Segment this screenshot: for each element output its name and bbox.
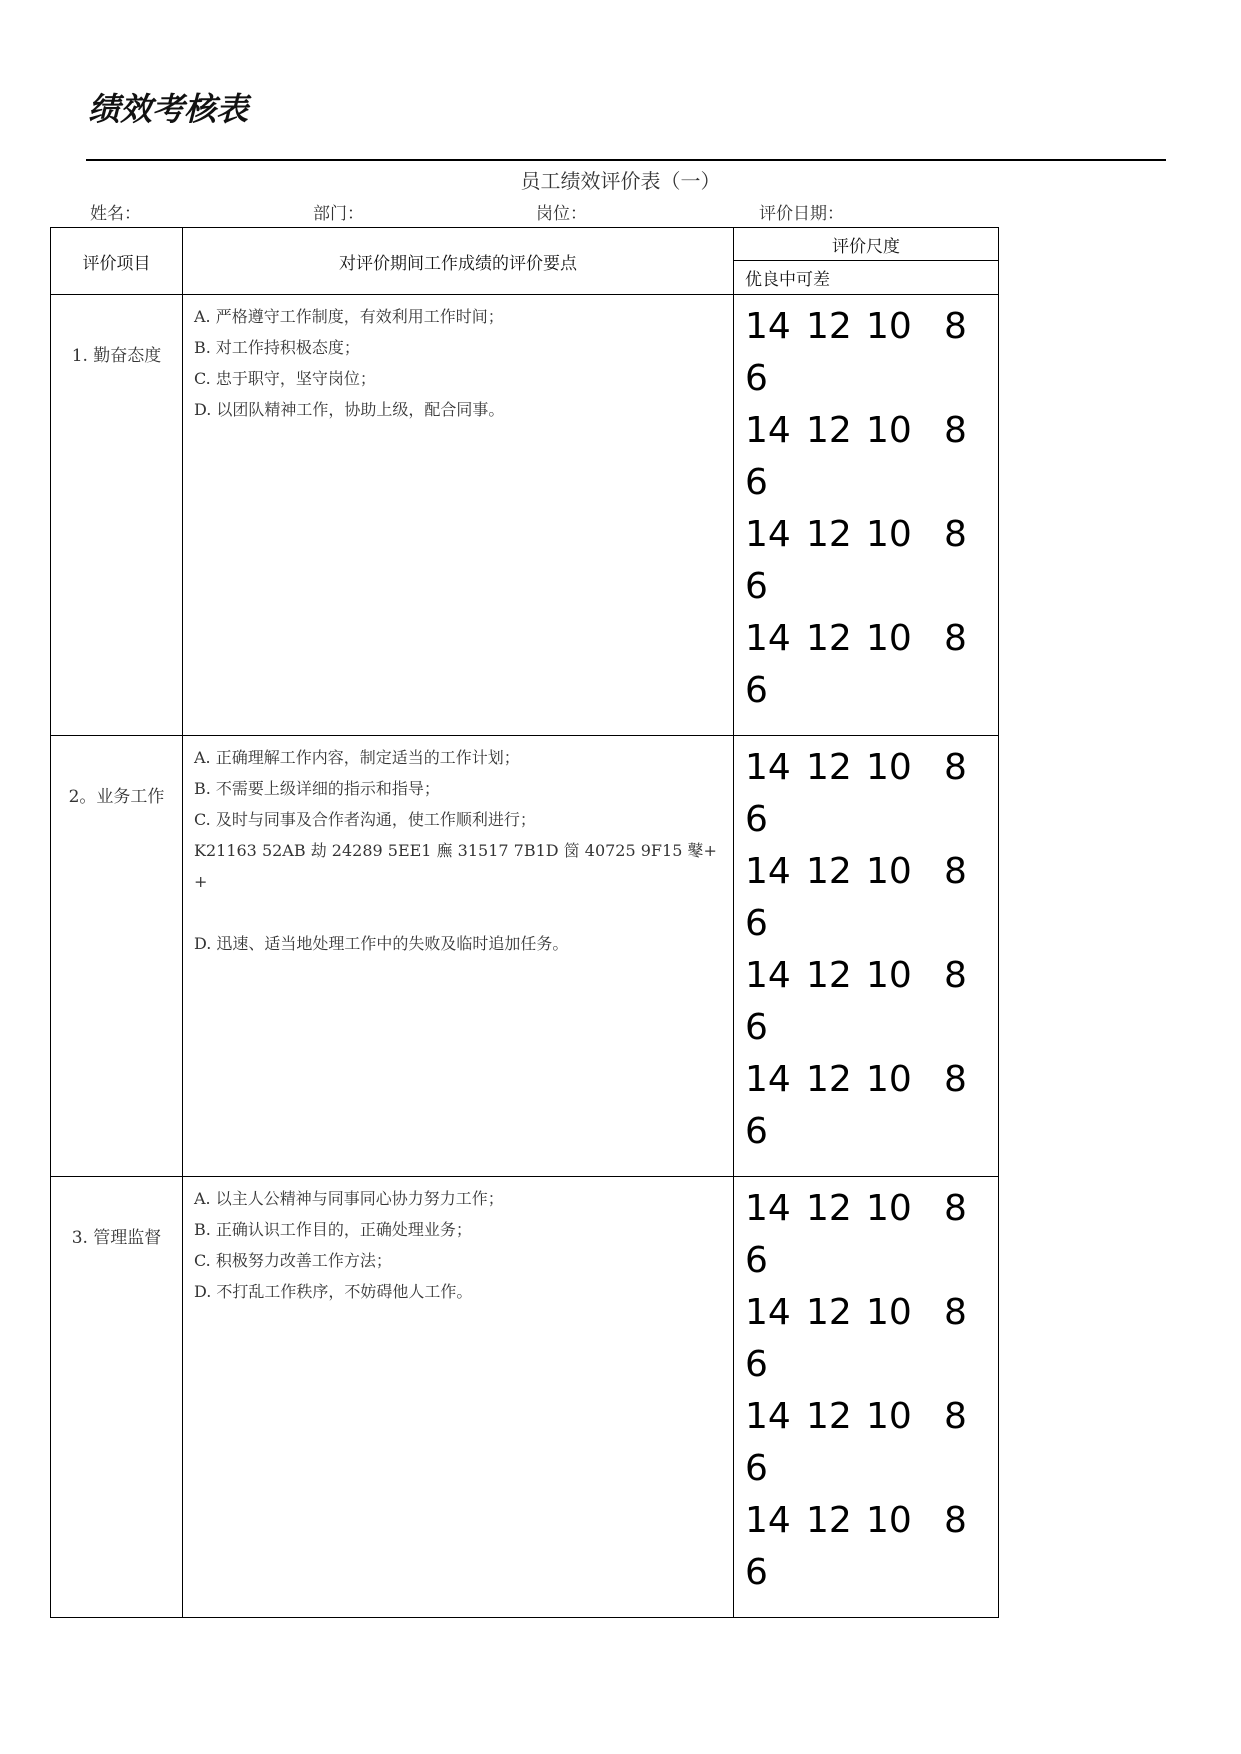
rating-scale-values xyxy=(745,301,998,353)
rating-value: 12 xyxy=(806,410,852,451)
rating-value: 8 xyxy=(944,514,967,555)
rating-value: 10 xyxy=(866,1396,912,1437)
rating-value: 12 xyxy=(806,514,852,555)
rating-value: 12 xyxy=(806,1292,852,1333)
rating-value: 10 xyxy=(866,1188,912,1229)
rating-value: 12 xyxy=(806,1188,852,1229)
rating-value: 12 xyxy=(806,1500,852,1541)
evaluation-point: K21163 52AB 劫 24289 5EE1 廡 31517 7B1D 笝 40725 9F15 鼕+ xyxy=(194,841,717,860)
rating-value: 12 xyxy=(806,747,852,788)
rating-value: 10 xyxy=(866,306,912,347)
rating-scale-values xyxy=(745,561,998,613)
document-title: 绩效考核表 xyxy=(88,90,249,128)
rating-value: 14 xyxy=(745,1500,791,1541)
rating-scale-values xyxy=(745,1235,998,1287)
table-row xyxy=(51,295,999,736)
row-item: 1. 勤奋态度 xyxy=(51,295,183,736)
rating-value: 6 xyxy=(745,1111,768,1152)
rating-value: 6 xyxy=(745,1552,768,1593)
rating-value: 10 xyxy=(866,618,912,659)
rating-scale-values xyxy=(745,353,998,405)
row-scales xyxy=(734,1177,999,1618)
rating-scale-values xyxy=(745,1391,998,1443)
evaluation-point: C. 积极努力改善工作方法； xyxy=(194,1251,392,1270)
rating-value: 8 xyxy=(944,618,967,659)
evaluation-point: B. 对工作持积极态度； xyxy=(194,338,360,357)
rating-value: 6 xyxy=(745,462,768,503)
evaluation-point: A. 正确理解工作内容，制定适当的工作计划； xyxy=(194,748,520,767)
header-item: 评价项目 xyxy=(51,228,183,295)
rating-scale-values xyxy=(745,742,998,794)
rating-value: 10 xyxy=(866,955,912,996)
rating-value: 14 xyxy=(745,955,791,996)
rating-scale-values xyxy=(745,1495,998,1547)
header-scale: 评价尺度 xyxy=(734,228,999,261)
rating-value: 8 xyxy=(944,410,967,451)
rating-value: 6 xyxy=(745,799,768,840)
header-points: 对评价期间工作成绩的评价要点 xyxy=(183,228,734,295)
evaluation-point: A. 严格遵守工作制度，有效利用工作时间； xyxy=(194,307,504,326)
rating-value: 6 xyxy=(745,358,768,399)
rating-value: 12 xyxy=(806,618,852,659)
rating-value: 14 xyxy=(745,618,791,659)
rating-scale-values xyxy=(745,405,998,457)
rating-value: 10 xyxy=(866,514,912,555)
rating-value: 6 xyxy=(745,903,768,944)
rating-scale-values xyxy=(745,1339,998,1391)
table-row xyxy=(51,736,999,1177)
rating-value: 8 xyxy=(944,1292,967,1333)
row-item: 3. 管理监督 xyxy=(51,1177,183,1618)
department-label: 部门： xyxy=(313,204,364,224)
evaluation-point xyxy=(194,897,727,928)
evaluation-table xyxy=(50,227,999,1618)
rating-value: 10 xyxy=(866,1059,912,1100)
rating-scale-values xyxy=(745,509,998,561)
rating-scale-values xyxy=(745,898,998,950)
row-points xyxy=(183,736,734,1177)
rating-value: 6 xyxy=(745,1007,768,1048)
row-scales xyxy=(734,295,999,736)
rating-value: 8 xyxy=(944,1059,967,1100)
rating-value: 10 xyxy=(866,1292,912,1333)
rating-value: 14 xyxy=(745,1188,791,1229)
header-scale-levels: 优良中可差 xyxy=(734,261,999,295)
evaluation-point: B. 正确认识工作目的，正确处理业务； xyxy=(194,1220,472,1239)
row-item: 2。业务工作 xyxy=(51,736,183,1177)
rating-value: 8 xyxy=(944,1396,967,1437)
rating-value: 6 xyxy=(745,1448,768,1489)
rating-scale-values xyxy=(745,613,998,665)
rating-value: 14 xyxy=(745,306,791,347)
evaluation-point: + xyxy=(194,872,208,891)
rating-scale-values xyxy=(745,1183,998,1235)
evaluation-point: D. 以团队精神工作，协助上级，配合同事。 xyxy=(194,400,505,419)
rating-value: 12 xyxy=(806,306,852,347)
rating-value: 8 xyxy=(944,955,967,996)
evaluation-point: D. 不打乱工作秩序，不妨碍他人工作。 xyxy=(194,1282,473,1301)
rating-value: 6 xyxy=(745,566,768,607)
rating-value: 8 xyxy=(944,1500,967,1541)
evaluation-date-label: 评价日期： xyxy=(759,204,844,224)
rating-value: 14 xyxy=(745,1059,791,1100)
evaluation-point: B. 不需要上级详细的指示和指导； xyxy=(194,779,440,798)
rating-value: 12 xyxy=(806,955,852,996)
rating-value: 10 xyxy=(866,1500,912,1541)
position-label: 岗位： xyxy=(536,204,587,224)
title-divider xyxy=(86,159,1166,161)
rating-value: 14 xyxy=(745,514,791,555)
rating-value: 14 xyxy=(745,410,791,451)
rating-value: 14 xyxy=(745,851,791,892)
rating-scale-values xyxy=(745,1443,998,1495)
rating-value: 8 xyxy=(944,1188,967,1229)
rating-scale-values xyxy=(745,950,998,1002)
rating-scale-values xyxy=(745,846,998,898)
rating-value: 6 xyxy=(745,670,768,711)
form-title: 员工绩效评价表（一） xyxy=(520,169,721,193)
rating-value: 12 xyxy=(806,851,852,892)
rating-value: 8 xyxy=(944,851,967,892)
evaluation-point: C. 忠于职守，坚守岗位； xyxy=(194,369,376,388)
rating-value: 12 xyxy=(806,1059,852,1100)
rating-value: 10 xyxy=(866,851,912,892)
rating-value: 14 xyxy=(745,747,791,788)
rating-value: 6 xyxy=(745,1240,768,1281)
evaluation-point: D. 迅速、适当地处理工作中的失败及临时追加任务。 xyxy=(194,934,569,953)
rating-scale-values xyxy=(745,1547,998,1599)
table-row xyxy=(51,1177,999,1618)
evaluation-point: C. 及时与同事及合作者沟通，使工作顺利进行； xyxy=(194,810,536,829)
rating-scale-values xyxy=(745,1287,998,1339)
rating-scale-values xyxy=(745,457,998,509)
rating-scale-values xyxy=(745,665,998,717)
rating-value: 10 xyxy=(866,410,912,451)
row-points xyxy=(183,1177,734,1618)
rating-value: 14 xyxy=(745,1396,791,1437)
rating-scale-values xyxy=(745,1106,998,1158)
rating-value: 10 xyxy=(866,747,912,788)
rating-value: 14 xyxy=(745,1292,791,1333)
evaluation-point: A. 以主人公精神与同事同心协力努力工作； xyxy=(194,1189,504,1208)
name-label: 姓名： xyxy=(90,204,141,224)
row-scales xyxy=(734,736,999,1177)
rating-scale-values xyxy=(745,1054,998,1106)
rating-value: 6 xyxy=(745,1344,768,1385)
rating-scale-values xyxy=(745,794,998,846)
rating-value: 8 xyxy=(944,306,967,347)
rating-value: 12 xyxy=(806,1396,852,1437)
row-points xyxy=(183,295,734,736)
rating-value: 8 xyxy=(944,747,967,788)
rating-scale-values xyxy=(745,1002,998,1054)
